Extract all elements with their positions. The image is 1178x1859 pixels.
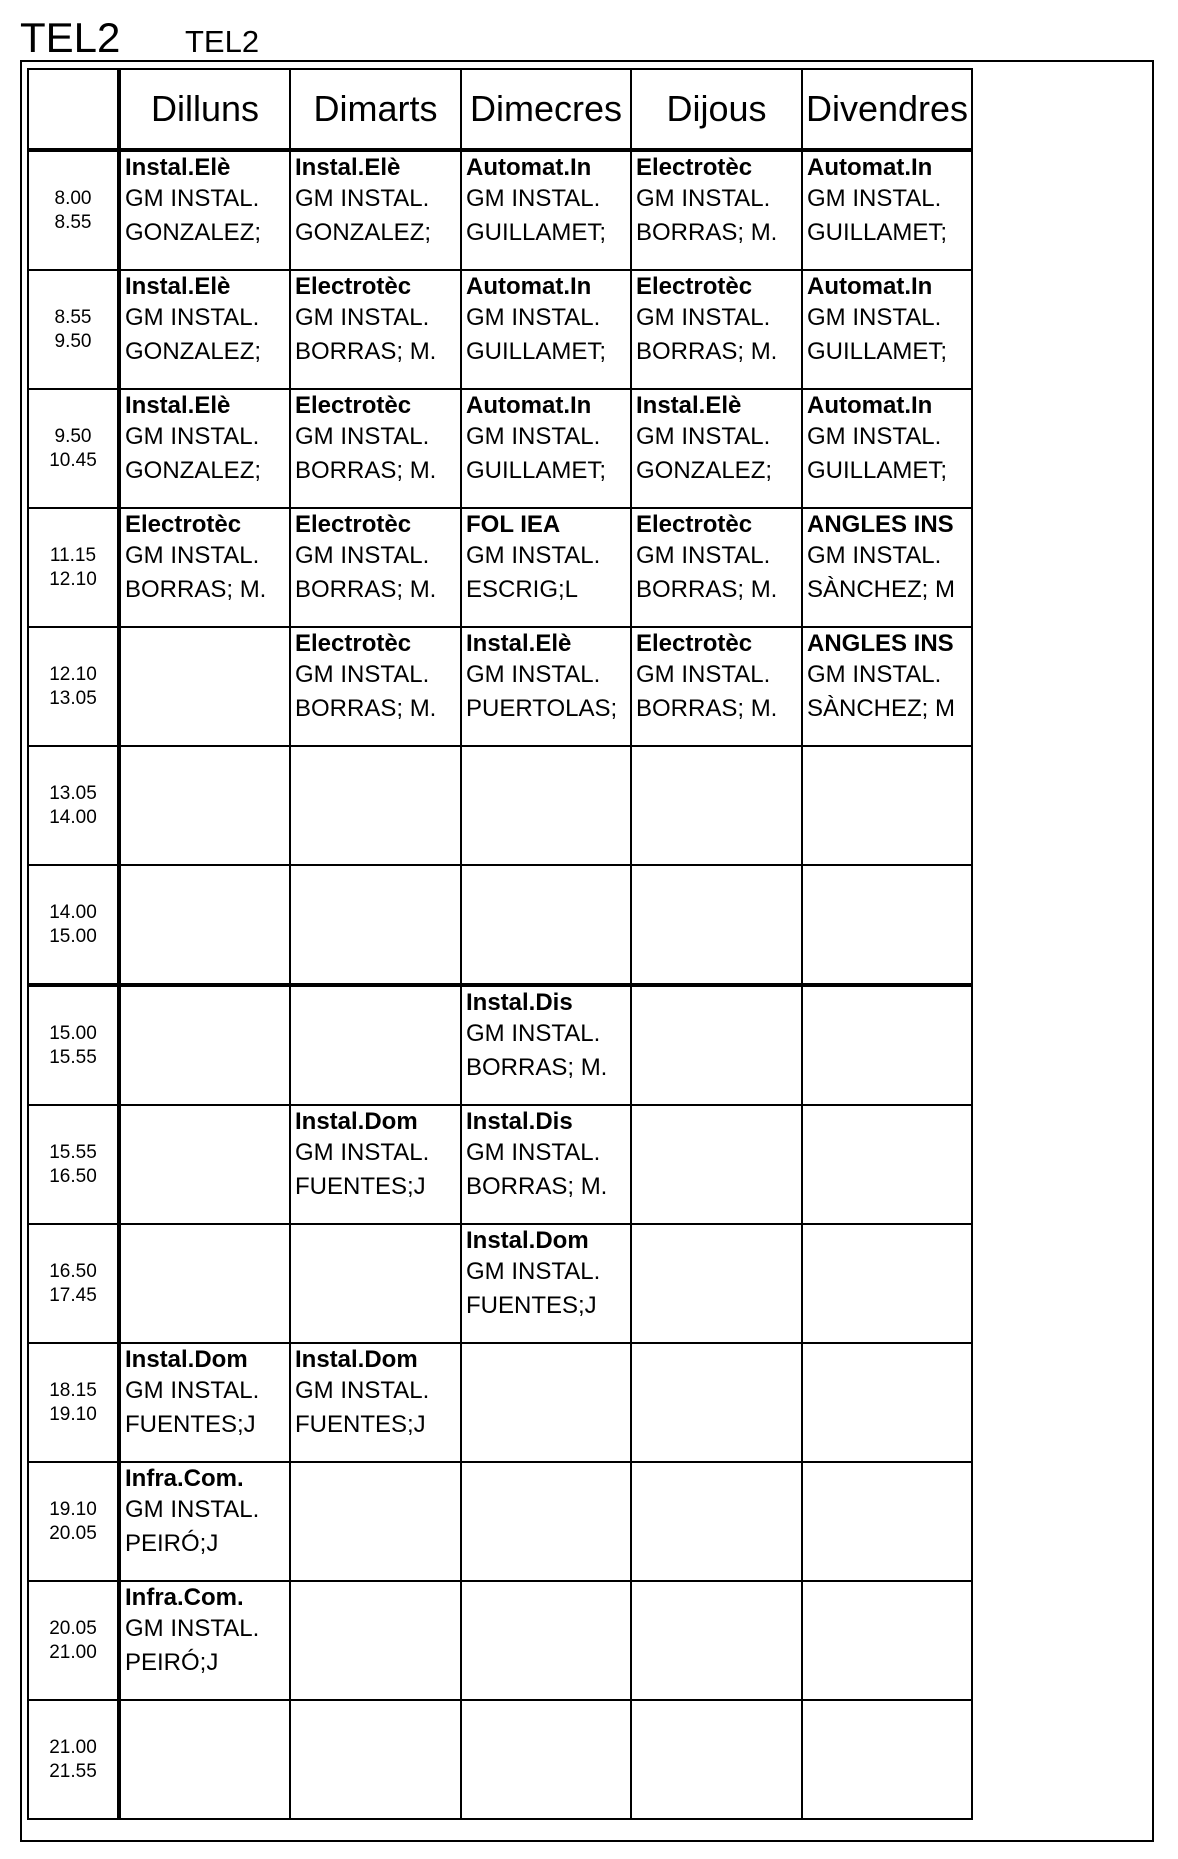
class-cell — [631, 508, 802, 627]
empty-cell — [461, 746, 631, 865]
time-cell — [28, 1581, 119, 1700]
teacher-name: BORRAS; M. — [636, 695, 778, 722]
group-name: GM INSTAL. — [466, 304, 601, 331]
class-cell — [461, 1224, 631, 1343]
teacher-name: GONZALEZ; — [295, 219, 432, 246]
corner-cell — [28, 69, 119, 150]
subject-name: Infra.Com. — [125, 1584, 244, 1611]
teacher-name: BORRAS; M. — [466, 1173, 608, 1200]
class-entry — [462, 152, 630, 250]
class-cell — [461, 389, 631, 508]
time-slot-row — [28, 389, 972, 508]
class-cell — [802, 270, 972, 389]
subject-name: Instal.Dis — [466, 1108, 573, 1135]
class-cell — [461, 985, 631, 1105]
time-cell — [28, 985, 119, 1105]
empty-cell — [119, 1105, 290, 1224]
class-cell — [119, 389, 290, 508]
slot-start-time: 11.15 — [49, 544, 97, 566]
class-cell — [290, 389, 461, 508]
slot-start-time: 18.15 — [49, 1379, 97, 1401]
teacher-name: BORRAS; M. — [295, 695, 437, 722]
teacher-name: BORRAS; M. — [636, 576, 778, 603]
time-slot-row — [28, 865, 972, 985]
class-cell — [631, 150, 802, 270]
timetable — [27, 68, 973, 1820]
group-name: GM INSTAL. — [807, 661, 942, 688]
teacher-name: ESCRIG;L — [466, 576, 579, 603]
empty-cell — [290, 1462, 461, 1581]
subject-name: Electrotèc — [295, 392, 412, 419]
empty-cell — [802, 985, 972, 1105]
class-entry — [121, 1582, 289, 1680]
group-name: GM INSTAL. — [295, 1139, 430, 1166]
time-slot-row — [28, 270, 972, 389]
group-name: GM INSTAL. — [295, 185, 430, 212]
group-name: GM INSTAL. — [466, 423, 601, 450]
slot-start-time: 21.00 — [49, 1736, 97, 1758]
time-cell — [28, 1462, 119, 1581]
header-row — [28, 69, 972, 150]
group-name: GM INSTAL. — [125, 1377, 260, 1404]
day-header: Dimarts — [290, 69, 461, 150]
class-cell — [461, 150, 631, 270]
class-entry — [462, 1106, 630, 1204]
empty-cell — [631, 1581, 802, 1700]
empty-cell — [802, 746, 972, 865]
group-name: GM INSTAL. — [295, 304, 430, 331]
subject-name: Instal.Elè — [466, 630, 572, 657]
subject-name: Instal.Dom — [295, 1346, 418, 1373]
empty-cell — [802, 1224, 972, 1343]
group-name: GM INSTAL. — [636, 661, 771, 688]
subject-name: ANGLES INS — [807, 511, 954, 538]
class-entry — [121, 1463, 289, 1561]
empty-cell — [119, 985, 290, 1105]
time-slot-row — [28, 150, 972, 270]
slot-start-time: 16.50 — [49, 1260, 97, 1282]
day-header: Divendres — [802, 69, 972, 150]
empty-cell — [119, 1700, 290, 1819]
empty-cell — [802, 1343, 972, 1462]
group-name: GM INSTAL. — [636, 185, 771, 212]
empty-cell — [119, 627, 290, 746]
teacher-name: PUERTOLAS; — [466, 695, 618, 722]
teacher-name: GUILLAMET; — [807, 338, 948, 365]
day-header: Dimecres — [461, 69, 631, 150]
time-cell — [28, 865, 119, 985]
group-name: GM INSTAL. — [807, 423, 942, 450]
subject-name: Electrotèc — [295, 630, 412, 657]
time-cell — [28, 1224, 119, 1343]
slot-end-time: 15.55 — [49, 1046, 97, 1068]
subject-name: Automat.In — [807, 154, 933, 181]
subject-name: Instal.Elè — [125, 154, 231, 181]
empty-cell — [119, 1224, 290, 1343]
empty-cell — [461, 1700, 631, 1819]
slot-end-time: 10.45 — [49, 449, 97, 471]
slot-end-time: 13.05 — [49, 687, 97, 709]
group-name: GM INSTAL. — [636, 304, 771, 331]
class-cell — [290, 270, 461, 389]
class-cell — [802, 150, 972, 270]
teacher-name: GONZALEZ; — [636, 457, 773, 484]
class-cell — [119, 150, 290, 270]
class-entry — [632, 152, 801, 250]
subject-name: Instal.Dom — [466, 1227, 589, 1254]
class-entry — [121, 1344, 289, 1442]
empty-cell — [631, 985, 802, 1105]
empty-cell — [290, 985, 461, 1105]
slot-end-time: 9.50 — [54, 330, 92, 352]
subject-name: Instal.Elè — [125, 392, 231, 419]
subject-name: ANGLES INS — [807, 630, 954, 657]
empty-cell — [290, 1224, 461, 1343]
teacher-name: BORRAS; M. — [125, 576, 267, 603]
class-cell — [290, 1105, 461, 1224]
class-entry — [291, 390, 460, 488]
empty-cell — [802, 1700, 972, 1819]
class-entry — [291, 1344, 460, 1442]
class-entry — [121, 152, 289, 250]
class-cell — [290, 1343, 461, 1462]
class-entry — [291, 628, 460, 726]
teacher-name: GONZALEZ; — [125, 219, 262, 246]
slot-end-time: 19.10 — [49, 1403, 97, 1425]
slot-start-time: 15.55 — [49, 1141, 97, 1163]
time-cell — [28, 270, 119, 389]
class-cell — [631, 627, 802, 746]
page-subtitle: TEL2 — [185, 24, 260, 59]
teacher-name: GUILLAMET; — [466, 457, 607, 484]
teacher-name: FUENTES;J — [125, 1411, 256, 1438]
class-cell — [802, 627, 972, 746]
group-name: GM INSTAL. — [295, 423, 430, 450]
group-name: GM INSTAL. — [125, 1496, 260, 1523]
time-cell — [28, 508, 119, 627]
empty-cell — [802, 865, 972, 985]
subject-name: FOL IEA — [466, 511, 561, 538]
time-slot-row — [28, 1343, 972, 1462]
empty-cell — [631, 1224, 802, 1343]
subject-name: Electrotèc — [125, 511, 242, 538]
slot-start-time: 19.10 — [49, 1498, 97, 1520]
class-entry — [803, 152, 971, 250]
subject-name: Electrotèc — [295, 511, 412, 538]
empty-cell — [802, 1105, 972, 1224]
empty-cell — [290, 1700, 461, 1819]
subject-name: Electrotèc — [295, 273, 412, 300]
subject-name: Electrotèc — [636, 273, 753, 300]
group-name: GM INSTAL. — [466, 185, 601, 212]
subject-name: Electrotèc — [636, 154, 753, 181]
empty-cell — [290, 746, 461, 865]
slot-end-time: 14.00 — [49, 806, 97, 828]
class-cell — [461, 1105, 631, 1224]
slot-start-time: 15.00 — [49, 1022, 97, 1044]
time-slot-row — [28, 1581, 972, 1700]
empty-cell — [631, 1700, 802, 1819]
subject-name: Automat.In — [807, 273, 933, 300]
slot-start-time: 8.00 — [54, 187, 92, 209]
class-entry — [462, 987, 630, 1085]
slot-start-time: 9.50 — [54, 425, 92, 447]
subject-name: Instal.Dom — [295, 1108, 418, 1135]
class-cell — [119, 1462, 290, 1581]
group-name: GM INSTAL. — [807, 185, 942, 212]
group-name: GM INSTAL. — [466, 542, 601, 569]
teacher-name: PEIRÓ;J — [125, 1530, 219, 1557]
subject-name: Infra.Com. — [125, 1465, 244, 1492]
time-slot-row — [28, 508, 972, 627]
class-entry — [803, 628, 971, 726]
subject-name: Instal.Elè — [125, 273, 231, 300]
subject-name: Automat.In — [466, 392, 592, 419]
class-entry — [803, 390, 971, 488]
empty-cell — [461, 1581, 631, 1700]
time-slot-row — [28, 627, 972, 746]
slot-end-time: 8.55 — [54, 211, 92, 233]
class-cell — [631, 389, 802, 508]
empty-cell — [290, 1581, 461, 1700]
time-slot-row — [28, 1700, 972, 1819]
class-cell — [119, 270, 290, 389]
subject-name: Automat.In — [807, 392, 933, 419]
subject-name: Instal.Elè — [295, 154, 401, 181]
slot-start-time: 12.10 — [49, 663, 97, 685]
teacher-name: GUILLAMET; — [466, 338, 607, 365]
class-entry — [632, 271, 801, 369]
class-entry — [291, 152, 460, 250]
time-slot-row — [28, 985, 972, 1105]
time-cell — [28, 746, 119, 865]
subject-name: Instal.Dom — [125, 1346, 248, 1373]
teacher-name: GONZALEZ; — [125, 338, 262, 365]
class-cell — [461, 508, 631, 627]
class-entry — [632, 509, 801, 607]
time-slot-row — [28, 1462, 972, 1581]
teacher-name: GUILLAMET; — [807, 457, 948, 484]
teacher-name: GUILLAMET; — [807, 219, 948, 246]
group-name: GM INSTAL. — [466, 1020, 601, 1047]
group-name: GM INSTAL. — [807, 542, 942, 569]
day-header: Dilluns — [119, 69, 290, 150]
group-name: GM INSTAL. — [466, 1139, 601, 1166]
class-entry — [291, 1106, 460, 1204]
slot-end-time: 17.45 — [49, 1284, 97, 1306]
subject-name: Instal.Elè — [636, 392, 742, 419]
empty-cell — [290, 865, 461, 985]
slot-start-time: 20.05 — [49, 1617, 97, 1639]
slot-end-time: 21.00 — [49, 1641, 97, 1663]
class-cell — [290, 508, 461, 627]
teacher-name: BORRAS; M. — [295, 576, 437, 603]
class-cell — [461, 627, 631, 746]
page-title: TEL2 — [20, 14, 121, 61]
class-entry — [803, 271, 971, 369]
class-entry — [462, 1225, 630, 1323]
class-entry — [803, 509, 971, 607]
teacher-name: BORRAS; M. — [636, 219, 778, 246]
group-name: GM INSTAL. — [125, 185, 260, 212]
empty-cell — [119, 746, 290, 865]
empty-cell — [461, 865, 631, 985]
class-entry — [121, 390, 289, 488]
group-name: GM INSTAL. — [466, 661, 601, 688]
class-entry — [291, 271, 460, 369]
group-name: GM INSTAL. — [636, 542, 771, 569]
class-entry — [462, 628, 630, 726]
slot-start-time: 8.55 — [54, 306, 92, 328]
slot-end-time: 16.50 — [49, 1165, 97, 1187]
empty-cell — [802, 1581, 972, 1700]
empty-cell — [461, 1343, 631, 1462]
teacher-name: BORRAS; M. — [466, 1054, 608, 1081]
time-cell — [28, 1105, 119, 1224]
empty-cell — [631, 1343, 802, 1462]
teacher-name: GONZALEZ; — [125, 457, 262, 484]
class-entry — [462, 509, 630, 607]
subject-name: Automat.In — [466, 154, 592, 181]
group-name: GM INSTAL. — [125, 542, 260, 569]
class-entry — [632, 390, 801, 488]
empty-cell — [631, 1105, 802, 1224]
teacher-name: PEIRÓ;J — [125, 1649, 219, 1676]
slot-end-time: 21.55 — [49, 1760, 97, 1782]
subject-name: Instal.Dis — [466, 989, 573, 1016]
subject-name: Electrotèc — [636, 630, 753, 657]
subject-name: Electrotèc — [636, 511, 753, 538]
class-cell — [290, 627, 461, 746]
empty-cell — [631, 746, 802, 865]
teacher-name: BORRAS; M. — [295, 338, 437, 365]
teacher-name: FUENTES;J — [295, 1411, 426, 1438]
group-name: GM INSTAL. — [295, 1377, 430, 1404]
group-name: GM INSTAL. — [636, 423, 771, 450]
class-entry — [632, 628, 801, 726]
teacher-name: BORRAS; M. — [636, 338, 778, 365]
group-name: GM INSTAL. — [125, 304, 260, 331]
teacher-name: FUENTES;J — [295, 1173, 426, 1200]
day-header: Dijous — [631, 69, 802, 150]
time-cell — [28, 1700, 119, 1819]
class-cell — [461, 270, 631, 389]
class-entry — [291, 509, 460, 607]
group-name: GM INSTAL. — [125, 1615, 260, 1642]
time-slot-row — [28, 746, 972, 865]
teacher-name: GUILLAMET; — [466, 219, 607, 246]
slot-start-time: 14.00 — [49, 901, 97, 923]
class-entry — [121, 271, 289, 369]
class-cell — [119, 508, 290, 627]
empty-cell — [461, 1462, 631, 1581]
class-entry — [462, 271, 630, 369]
class-cell — [290, 150, 461, 270]
slot-start-time: 13.05 — [49, 782, 97, 804]
class-entry — [462, 390, 630, 488]
group-name: GM INSTAL. — [295, 661, 430, 688]
empty-cell — [631, 865, 802, 985]
group-name: GM INSTAL. — [807, 304, 942, 331]
slot-end-time: 15.00 — [49, 925, 97, 947]
class-cell — [119, 1581, 290, 1700]
teacher-name: SÀNCHEZ; M — [807, 695, 956, 722]
class-entry — [121, 509, 289, 607]
teacher-name: BORRAS; M. — [295, 457, 437, 484]
empty-cell — [802, 1462, 972, 1581]
class-cell — [802, 389, 972, 508]
group-name: GM INSTAL. — [295, 542, 430, 569]
slot-end-time: 12.10 — [49, 568, 97, 590]
slot-end-time: 20.05 — [49, 1522, 97, 1544]
class-cell — [802, 508, 972, 627]
time-cell — [28, 150, 119, 270]
empty-cell — [119, 865, 290, 985]
class-cell — [631, 270, 802, 389]
group-name: GM INSTAL. — [466, 1258, 601, 1285]
time-cell — [28, 389, 119, 508]
time-cell — [28, 627, 119, 746]
class-cell — [119, 1343, 290, 1462]
time-slot-row — [28, 1224, 972, 1343]
subject-name: Automat.In — [466, 273, 592, 300]
time-cell — [28, 1343, 119, 1462]
teacher-name: SÀNCHEZ; M — [807, 576, 956, 603]
teacher-name: FUENTES;J — [466, 1292, 597, 1319]
time-slot-row — [28, 1105, 972, 1224]
group-name: GM INSTAL. — [125, 423, 260, 450]
empty-cell — [631, 1462, 802, 1581]
